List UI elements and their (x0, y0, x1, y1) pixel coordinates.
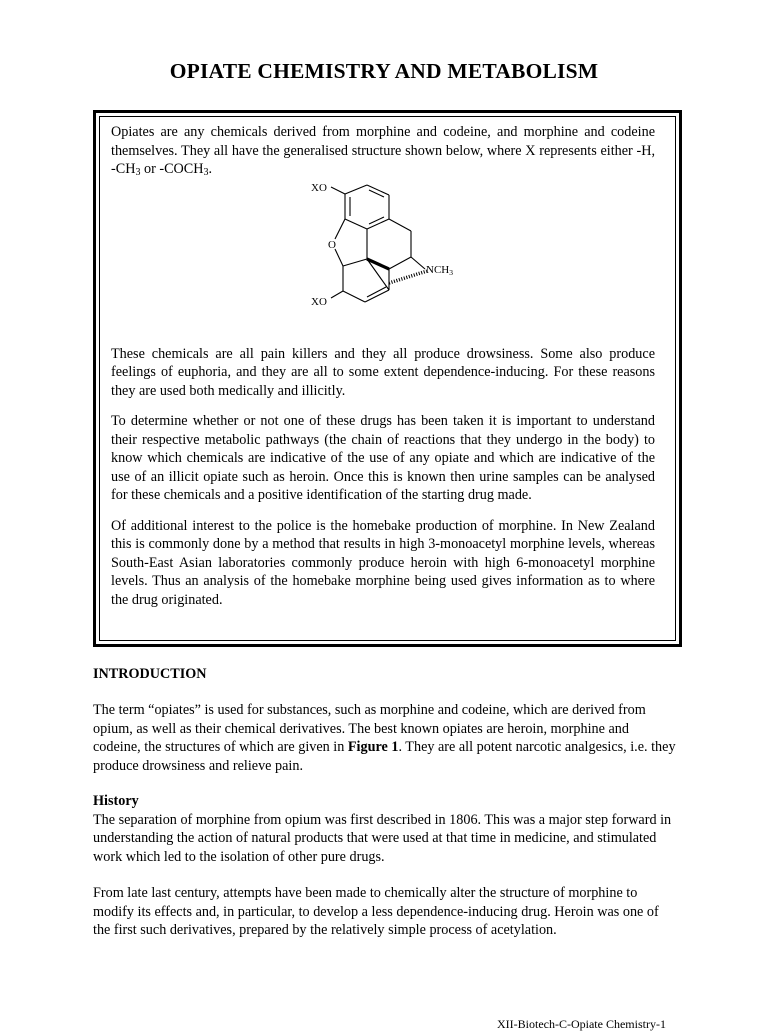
history-section (93, 792, 678, 940)
bond (343, 259, 367, 266)
bond (369, 190, 384, 197)
history-heading: History (93, 793, 139, 809)
intro-text-part1: Opiates are any chemicals derived from morphine and codeine, and morphine and codeine themselves. They all have the generalised structure shown below, where X represents either -H, -CH (111, 124, 655, 177)
bond (389, 257, 411, 269)
introduction-section (93, 701, 678, 775)
bond (335, 249, 343, 266)
xo-bottom-label: XO (311, 295, 327, 308)
intro-para-text: The term “opiates” is used for substances, such as morphine and codeine, which are derived from opium, as well as their chemical derivatives. The best known opiates are heroin, morphine and codeine, the structures of which are given in (93, 702, 646, 755)
history-paragraph: From late last century, attempts have been made to chemically alter the structure of morphine to modify its effects and, in particular, to develop a less dependence-inducing drug. Heroin was one of the first such derivatives, prepared by the relatively simple process of acetylation. (93, 885, 659, 938)
xo-top-label: XO (311, 181, 327, 194)
summary-box (93, 110, 682, 647)
intro-para-text-end: . They are all potent narcotic analgesics, i.e. they produce drowsiness and relieve pain. (93, 739, 676, 774)
box-paragraph: These chemicals are all pain killers and they all produce drowsiness. Some also produce feelings of euphoria, and they are all to some extent dependence-inducing. For these reasons they are used both medically and illicitly. (111, 345, 655, 399)
bond (331, 187, 345, 194)
amine-label (426, 264, 453, 277)
intro-subscript-1: 3 (135, 167, 141, 178)
ring-oxygen-label: O (328, 238, 336, 251)
figure-reference: Figure 1 (347, 739, 399, 755)
box-paragraph: Of additional interest to the police is the homebake production of morphine. In New Zealand this is commonly done by a method that results in high 3-monoacetyl morphine levels, whereas South-East Asian laboratories commonly produce heroin with high 6-monoacetyl morphine levels. Thus an analysis of the homebake morphine being used gives information as to where the drug originated. (111, 517, 655, 608)
morphinan-structure-diagram (295, 179, 475, 339)
generalised-structure-figure (111, 179, 655, 341)
page-footer: XII-Biotech-C-Opiate Chemistry-1 (497, 1017, 666, 1031)
intro-text-part3: . (208, 161, 213, 177)
bond (331, 291, 343, 298)
amine-subscript: 3 (449, 267, 453, 277)
bond (411, 257, 425, 269)
intro-subscript-2: 3 (203, 167, 209, 178)
box-paragraph: To determine whether or not one of these drugs has been taken it is important to understand their respective metabolic pathways (the chain of reactions that they undergo in the body) to know which chemicals are indicative of the use of any opiate and which are indicative of the use of an illicit opiate such as heroin. Once this is known then urine samples can be analysed for these chemicals and a positive identification of the starting drug made. (111, 413, 655, 503)
bond (367, 287, 386, 297)
bond (345, 185, 367, 194)
bond (389, 219, 411, 231)
bond (369, 217, 384, 224)
introduction-heading: INTRODUCTION (93, 666, 207, 682)
summary-box-content (111, 123, 655, 609)
bond (343, 291, 365, 302)
page-title: OPIATE CHEMISTRY AND METABOLISM (169, 59, 599, 83)
bond (335, 219, 345, 239)
introduction-paragraph (93, 701, 678, 775)
intro-text-part2: or -COCH (140, 161, 204, 177)
amine-text: NCH (426, 263, 450, 276)
box-intro-paragraph (111, 123, 655, 179)
bond (389, 271, 427, 283)
bond (345, 219, 367, 229)
history-paragraph: The separation of morphine from opium was first described in 1806. This was a major step forward in understanding the action of natural products that were used at that time in medicine, and stimulated work which led to the isolation of other pure drugs. (93, 811, 672, 865)
